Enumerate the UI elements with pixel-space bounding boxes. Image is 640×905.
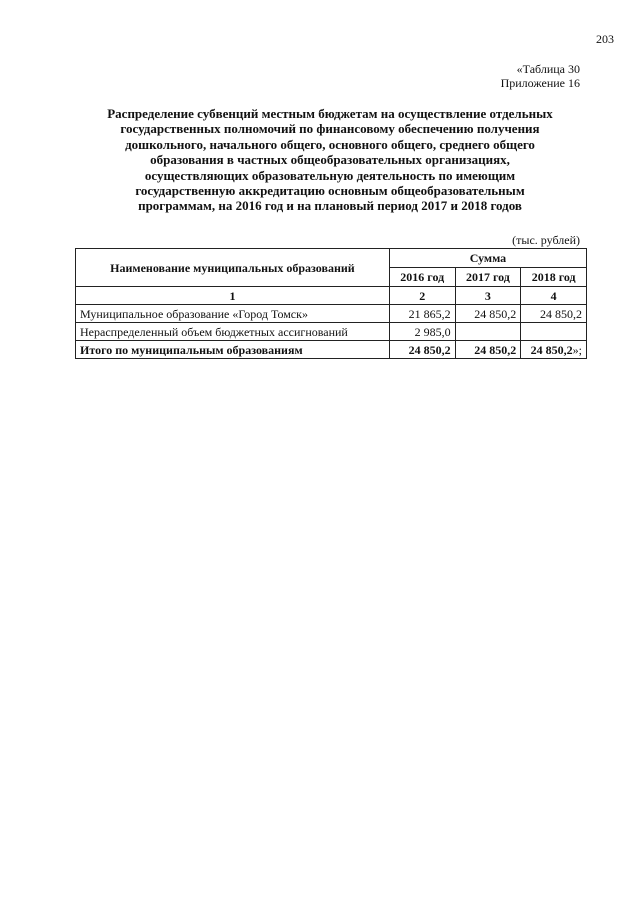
table-label: «Таблица 30 — [516, 62, 580, 76]
column-number: 4 — [521, 287, 587, 305]
title-line: государственных полномочий по финансовому обеспечению получения — [120, 121, 540, 137]
header-year-2018: 2018 год — [521, 268, 587, 287]
table-reference — [501, 62, 580, 90]
title-line: Распределение субвенций местным бюджетам на осуществление отдельных — [107, 106, 553, 121]
total-row — [76, 341, 587, 359]
row-value-2018 — [521, 323, 587, 341]
title-line: осуществляющих образовательную деятельность по имеющим — [144, 167, 516, 183]
column-number: 3 — [455, 287, 521, 305]
total-value-2018-number: 24 850,2 — [530, 342, 573, 357]
title-line: дошкольного, начального общего, основного общего, среднего общего — [125, 136, 535, 152]
row-value-2018: 24 850,2 — [521, 305, 587, 323]
row-name: Муниципальное образование «Город Томск» — [76, 305, 390, 323]
total-value-2016: 24 850,2 — [389, 341, 455, 359]
column-number: 2 — [389, 287, 455, 305]
table-header-row — [76, 249, 587, 268]
column-number: 1 — [76, 287, 390, 305]
header-year-2017: 2017 год — [455, 268, 521, 287]
document-title — [70, 106, 590, 214]
title-line: программам, на 2016 год и на плановый период 2017 и 2018 годов — [138, 198, 522, 214]
row-value-2017: 24 850,2 — [455, 305, 521, 323]
table-row — [76, 305, 587, 323]
units-label: (тыс. рублей) — [512, 233, 580, 247]
row-value-2017 — [455, 323, 521, 341]
page-number: 203 — [596, 32, 614, 46]
total-value-2018 — [521, 341, 587, 359]
header-year-2016: 2016 год — [389, 268, 455, 287]
appendix-label: Приложение 16 — [500, 76, 580, 90]
row-value-2016: 2 985,0 — [389, 323, 455, 341]
row-value-2016: 21 865,2 — [389, 305, 455, 323]
closing-quote: »; — [572, 342, 582, 357]
table-row — [76, 323, 587, 341]
total-value-2017: 24 850,2 — [455, 341, 521, 359]
header-name: Наименование муниципальных образований — [76, 249, 390, 287]
row-name: Нераспределенный объем бюджетных ассигнований — [76, 323, 390, 341]
column-number-row — [76, 287, 587, 305]
title-line: образования в частных общеобразовательных организациях, — [150, 152, 510, 168]
title-line: государственную аккредитацию основным общеобразовательным — [135, 183, 525, 199]
total-name: Итого по муниципальным образованиям — [76, 341, 390, 359]
header-sum: Сумма — [389, 249, 586, 268]
subvention-table — [75, 248, 587, 359]
